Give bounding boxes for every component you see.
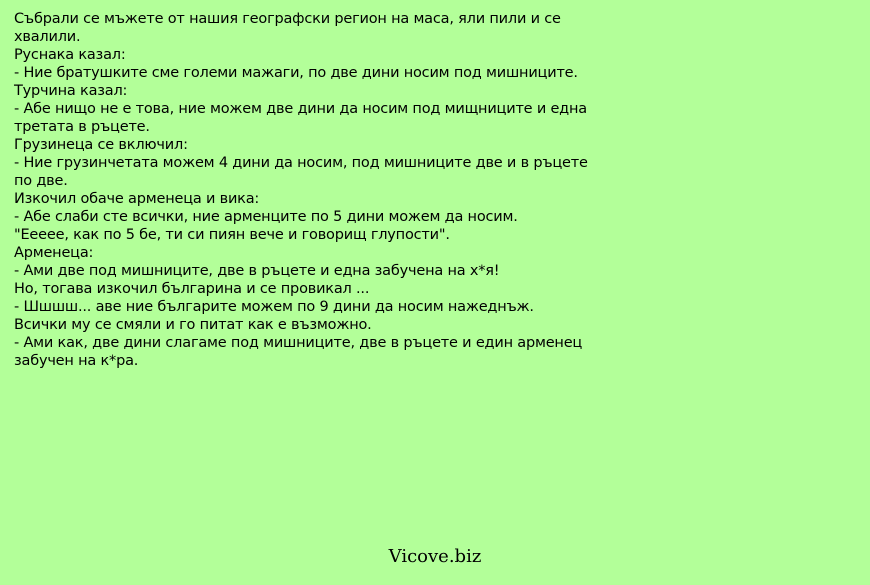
joke-line-armenian-answer: - Ами две под мишниците, две в ръцете и една забучена на х*я! [14,263,500,279]
joke-text [14,10,594,370]
joke-line-armenian-speaker: Изкочил обаче арменеца и вика: [14,191,260,207]
joke-line-punchline: - Ами как, две дини слагаме под мишниците, две в ръцете и един арменец забучен на к*ра. [14,335,583,369]
joke-line-russian-speaker: Руснака казал: [14,47,126,63]
joke-line-laughter: Всички му се смяли и го питат как е възможно. [14,317,372,333]
joke-line-turk-quote: - Абе нищо не е това, ние можем две дини да носим под мищниците и една третата в ръцете. [14,101,587,135]
joke-line-intro: Събрали се мъжете от нашия географски регион на маса, яли пили и се хвалили. [14,11,561,45]
joke-line-russian-quote: - Ние братушките сме големи мажаги, по две дини носим под мишниците. [14,65,578,81]
joke-line-georgian-quote: - Ние грузинчетата можем 4 дини да носим, под мишниците две и в ръцете по две. [14,155,588,189]
joke-line-georgian-speaker: Грузинеца се включил: [14,137,188,153]
joke-line-bulgarian-speaker: Но, тогава изкочил българина и се провикал ... [14,281,370,297]
joke-line-turk-speaker: Турчина казал: [14,83,128,99]
site-watermark: Vicove.biz [388,546,482,567]
joke-line-armenian-label: Арменеца: [14,245,94,261]
joke-line-armenian-quote: - Абе слаби сте всички, ние арменците по 5 дини можем да носим. [14,209,518,225]
joke-line-bulgarian-quote: - Шшшш... аве ние българите можем по 9 дини да носим нажеднъж. [14,299,534,315]
joke-line-others-reply: "Еееее, как по 5 бе, ти си пиян вече и говорищ глупости". [14,227,450,243]
